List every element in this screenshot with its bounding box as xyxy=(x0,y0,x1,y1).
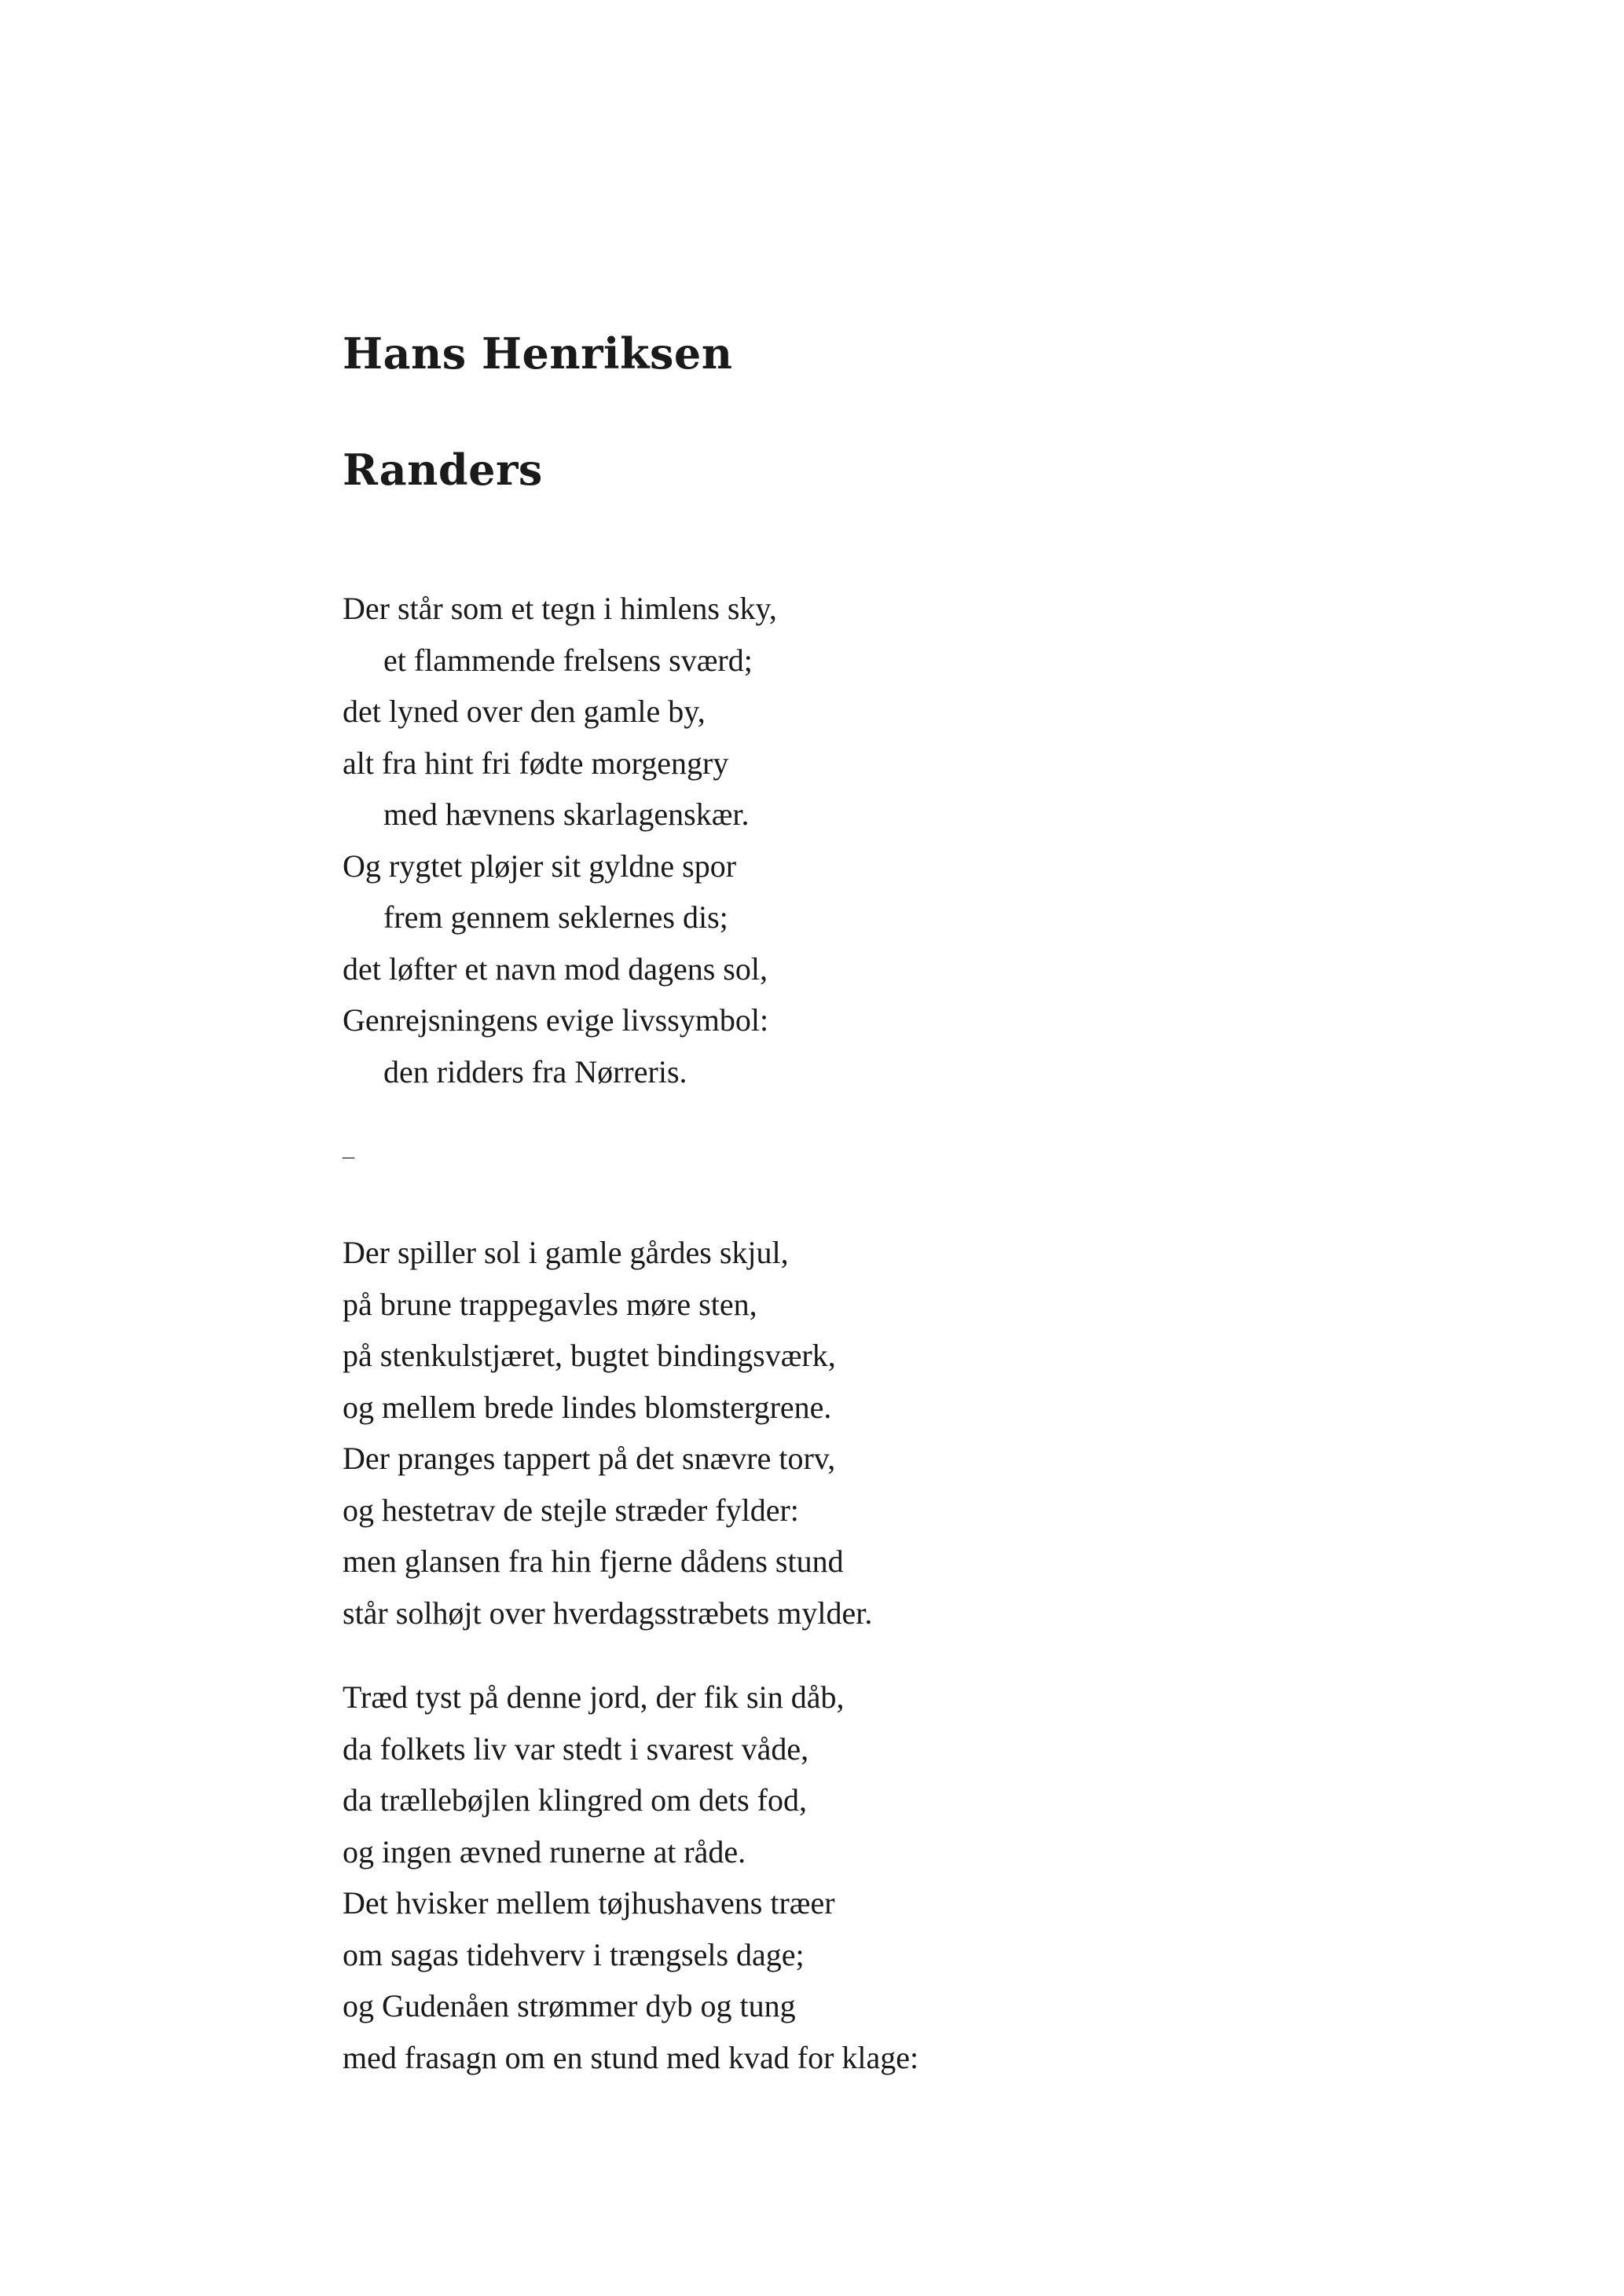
verse-line: Der står som et tegn i himlens sky, xyxy=(343,591,777,626)
verse-line: Genrejsningens evige livssymbol: xyxy=(343,1002,769,1038)
stanza-2 xyxy=(343,1227,872,1639)
verse-line: frem gennem seklernes dis; xyxy=(383,899,728,935)
verse-line: Der spiller sol i gamle gårdes skjul, xyxy=(343,1235,789,1270)
verse-line: på stenkulstjæret, bugtet bindingsværk, xyxy=(343,1338,836,1373)
verse-line: Træd tyst på denne jord, der fik sin dåb, xyxy=(343,1679,845,1715)
verse-line: og ingen ævned runerne at råde. xyxy=(343,1833,746,1869)
verse-line: og hestetrav de stejle stræder fylder: xyxy=(343,1492,799,1528)
verse-line: med hævnens skarlagenskær. xyxy=(383,796,750,832)
verse-line: med frasagn om en stund med kvad for klage: xyxy=(343,2039,919,2075)
stanza-3 xyxy=(343,1672,918,2083)
verse-line: et flammende frelsens sværd; xyxy=(383,642,753,678)
verse-line: Og rygtet pløjer sit gyldne spor xyxy=(343,848,737,884)
verse-line: alt fra hint fri fødte morgengry xyxy=(343,745,729,781)
verse-line: på brune trappegavles møre sten, xyxy=(343,1286,757,1322)
author-heading: Hans Henriksen xyxy=(343,328,733,379)
verse-line: det lyned over den gamle by, xyxy=(343,694,706,729)
poem-title: Randers xyxy=(343,445,543,495)
verse-line: og Gudenåen strømmer dyb og tung xyxy=(343,1988,796,2023)
verse-line: da trællebøjlen klingred om dets fod, xyxy=(343,1782,807,1818)
verse-line: men glansen fra hin fjerne dådens stund xyxy=(343,1543,844,1579)
section-separator: – xyxy=(343,1143,354,1169)
verse-line: den ridders fra Nørreris. xyxy=(383,1053,687,1089)
verse-line: om sagas tidehverv i trængsels dage; xyxy=(343,1936,805,1972)
verse-line: Det hvisker mellem tøjhushavens træer xyxy=(343,1885,835,1921)
verse-line: da folkets liv var stedt i svarest våde, xyxy=(343,1730,809,1767)
verse-line: står solhøjt over hverdagsstræbets mylder. xyxy=(343,1595,873,1631)
stanza-1 xyxy=(343,583,777,1097)
verse-line: det løfter et navn mod dagens sol, xyxy=(343,950,768,987)
verse-line: Der pranges tappert på det snævre torv, xyxy=(343,1441,836,1476)
verse-line: og mellem brede lindes blomstergrene. xyxy=(343,1389,832,1425)
